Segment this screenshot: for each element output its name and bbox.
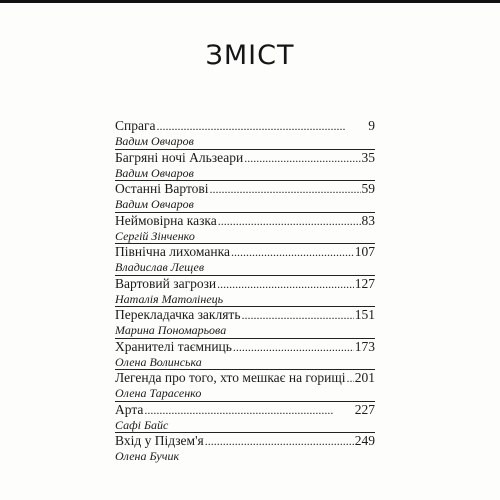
toc-entry <box>115 402 375 434</box>
toc-entry <box>115 339 375 371</box>
entry-title: Арта <box>115 401 144 417</box>
dot-leader <box>144 402 353 418</box>
entry-page: 83 <box>361 212 375 228</box>
entry-author: Сергій Зінченко <box>115 228 195 243</box>
top-border <box>0 0 500 3</box>
dot-leader <box>157 118 368 134</box>
entry-page: 173 <box>354 338 375 354</box>
entry-page: 151 <box>354 307 375 322</box>
entry-author: Марина Пономарьова <box>115 323 227 337</box>
entry-page: 107 <box>354 244 375 259</box>
dot-leader <box>205 433 354 449</box>
entry-title: Легенда про того, хто мешкає на горищі <box>115 370 346 385</box>
dot-leader <box>244 150 360 166</box>
entry-author: Вадим Овчаров <box>115 165 194 180</box>
page-title: ЗМІСТ <box>205 40 295 71</box>
entry-title: Багряні ночі Альзеари <box>115 149 244 165</box>
dot-leader <box>233 339 354 355</box>
entry-page: 127 <box>354 275 375 291</box>
toc-entry <box>115 213 375 245</box>
entry-author: Вадим Овчаров <box>115 197 194 211</box>
dot-leader <box>218 213 361 229</box>
entry-title: Неймовірна казка <box>115 212 217 228</box>
dot-leader <box>217 276 354 292</box>
table-of-contents <box>115 118 375 465</box>
entry-page: 249 <box>354 433 375 448</box>
dot-leader <box>242 307 354 323</box>
toc-entry <box>115 307 375 339</box>
entry-author: Владислав Лещев <box>115 260 205 274</box>
toc-entry <box>115 181 375 213</box>
toc-entry <box>115 244 375 276</box>
toc-entry <box>115 118 375 150</box>
entry-author: Вадим Овчаров <box>115 134 194 148</box>
entry-author: Олена Тарасенко <box>115 386 202 400</box>
toc-entry <box>115 150 375 182</box>
entry-author: Олена Бучик <box>115 449 180 463</box>
entry-page: 9 <box>368 118 375 133</box>
entry-page: 59 <box>361 181 375 196</box>
entry-title: Вхід у Підзем'я <box>115 433 204 448</box>
entry-page: 227 <box>354 401 375 417</box>
entry-page: 35 <box>361 149 375 165</box>
toc-entry <box>115 433 375 465</box>
entry-title: Хранителі таємниць <box>115 338 232 354</box>
dot-leader <box>347 370 354 386</box>
toc-entry <box>115 276 375 308</box>
entry-title: Вартовий загрози <box>115 275 217 291</box>
dot-leader <box>231 244 354 260</box>
entry-author: Олена Волинська <box>115 354 202 369</box>
entry-page: 201 <box>354 370 375 385</box>
entry-author: Наталія Матолінець <box>115 291 224 306</box>
toc-entry <box>115 370 375 402</box>
entry-title: Спрага <box>115 118 156 133</box>
dot-leader <box>210 181 361 197</box>
entry-title: Останні Вартові <box>115 181 209 196</box>
entry-title: Перекладачка заклять <box>115 307 241 322</box>
entry-title: Північна лихоманка <box>115 244 230 259</box>
entry-author: Сафі Байс <box>115 417 169 432</box>
